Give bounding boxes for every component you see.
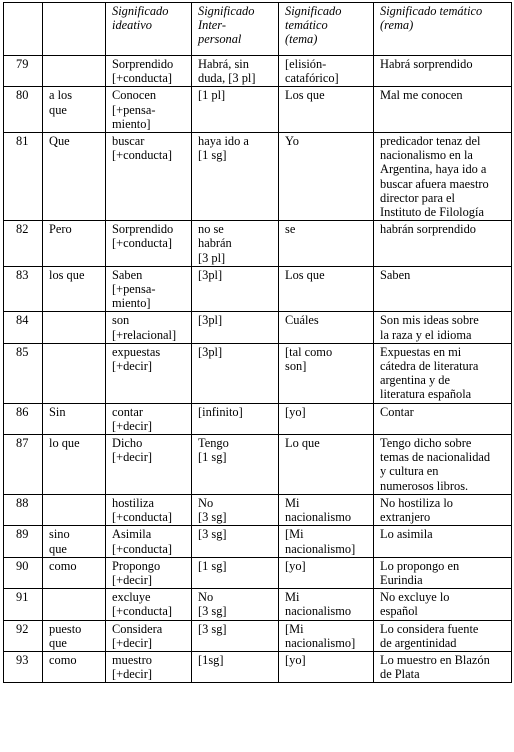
- cell-number: 93: [4, 651, 43, 682]
- cell-number: 81: [4, 133, 43, 221]
- table-row: [4, 557, 512, 588]
- cell-connector: a los que: [43, 87, 106, 133]
- header-rema: Significado temático (rema): [374, 3, 512, 56]
- cell-number: 85: [4, 343, 43, 403]
- cell-rema: Lo propongo en Eurindia: [374, 557, 512, 588]
- cell-tema: Los que: [279, 87, 374, 133]
- cell-tema: [elisión- catafórico]: [279, 56, 374, 87]
- cell-ideativo: Sorprendido [+conducta]: [106, 221, 192, 267]
- header-number: [4, 3, 43, 56]
- cell-tema: Mi nacionalismo: [279, 494, 374, 525]
- table-row: [4, 266, 512, 312]
- cell-interpersonal: [3 sg]: [192, 620, 279, 651]
- cell-ideativo: Conocen [+pensa- miento]: [106, 87, 192, 133]
- cell-rema: Tengo dicho sobre temas de nacionalidad y cultura en numerosos libros.: [374, 435, 512, 495]
- cell-number: 87: [4, 435, 43, 495]
- cell-ideativo: Saben [+pensa- miento]: [106, 266, 192, 312]
- table-row: [4, 651, 512, 682]
- cell-interpersonal: haya ido a [1 sg]: [192, 133, 279, 221]
- table-row: [4, 312, 512, 343]
- cell-connector: como: [43, 557, 106, 588]
- cell-connector: [43, 312, 106, 343]
- header-ideativo: Significado ideativo: [106, 3, 192, 56]
- cell-connector: Pero: [43, 221, 106, 267]
- cell-tema: Lo que: [279, 435, 374, 495]
- cell-rema: habrán sorprendido: [374, 221, 512, 267]
- cell-interpersonal: No [3 sg]: [192, 589, 279, 620]
- cell-number: 86: [4, 403, 43, 434]
- cell-number: 80: [4, 87, 43, 133]
- cell-rema: Son mis ideas sobre la raza y el idioma: [374, 312, 512, 343]
- table-row: [4, 526, 512, 557]
- cell-rema: Contar: [374, 403, 512, 434]
- header-tema: Significado temático (tema): [279, 3, 374, 56]
- table-row: [4, 589, 512, 620]
- cell-rema: Expuestas en mi cátedra de literatura argentina y de literatura española: [374, 343, 512, 403]
- cell-interpersonal: [1 pl]: [192, 87, 279, 133]
- cell-interpersonal: [1 sg]: [192, 557, 279, 588]
- cell-connector: Sin: [43, 403, 106, 434]
- cell-number: 82: [4, 221, 43, 267]
- cell-connector: puesto que: [43, 620, 106, 651]
- cell-connector: lo que: [43, 435, 106, 495]
- table-row: [4, 133, 512, 221]
- cell-ideativo: Asimila [+conducta]: [106, 526, 192, 557]
- cell-tema: Los que: [279, 266, 374, 312]
- cell-connector: como: [43, 651, 106, 682]
- cell-tema: [Mi nacionalismo]: [279, 526, 374, 557]
- table-row: [4, 56, 512, 87]
- cell-interpersonal: [3 sg]: [192, 526, 279, 557]
- cell-interpersonal: Tengo [1 sg]: [192, 435, 279, 495]
- table-row: [4, 435, 512, 495]
- cell-connector: [43, 589, 106, 620]
- cell-ideativo: excluye [+conducta]: [106, 589, 192, 620]
- cell-ideativo: buscar [+conducta]: [106, 133, 192, 221]
- cell-tema: [tal como son]: [279, 343, 374, 403]
- header-interpersonal: Significado Inter- personal: [192, 3, 279, 56]
- cell-ideativo: hostiliza [+conducta]: [106, 494, 192, 525]
- cell-rema: Habrá sorprendido: [374, 56, 512, 87]
- cell-interpersonal: [3pl]: [192, 343, 279, 403]
- header-connector: [43, 3, 106, 56]
- cell-interpersonal: no se habrán [3 pl]: [192, 221, 279, 267]
- cell-tema: [Mi nacionalismo]: [279, 620, 374, 651]
- header-row: [4, 3, 512, 56]
- cell-ideativo: Dicho [+decir]: [106, 435, 192, 495]
- cell-rema: Lo muestro en Blazón de Plata: [374, 651, 512, 682]
- cell-interpersonal: Habrá, sin duda, [3 pl]: [192, 56, 279, 87]
- cell-interpersonal: [1sg]: [192, 651, 279, 682]
- cell-tema: se: [279, 221, 374, 267]
- table-row: [4, 494, 512, 525]
- cell-rema: Lo considera fuente de argentinidad: [374, 620, 512, 651]
- cell-rema: Lo asimila: [374, 526, 512, 557]
- cell-rema: Mal me conocen: [374, 87, 512, 133]
- cell-tema: [yo]: [279, 557, 374, 588]
- cell-rema: Saben: [374, 266, 512, 312]
- table-row: [4, 221, 512, 267]
- cell-ideativo: muestro [+decir]: [106, 651, 192, 682]
- table-row: [4, 403, 512, 434]
- cell-rema: No hostiliza lo extranjero: [374, 494, 512, 525]
- cell-ideativo: Considera [+decir]: [106, 620, 192, 651]
- cell-connector: [43, 494, 106, 525]
- cell-tema: [yo]: [279, 403, 374, 434]
- cell-number: 88: [4, 494, 43, 525]
- cell-connector: [43, 343, 106, 403]
- cell-number: 89: [4, 526, 43, 557]
- cell-tema: Mi nacionalismo: [279, 589, 374, 620]
- cell-number: 83: [4, 266, 43, 312]
- cell-tema: Yo: [279, 133, 374, 221]
- table-row: [4, 620, 512, 651]
- cell-rema: predicador tenaz del nacionalismo en la Argentina, haya ido a buscar afuera maestro director para el Instituto de Filología: [374, 133, 512, 221]
- analysis-table: [3, 2, 512, 683]
- cell-number: 84: [4, 312, 43, 343]
- cell-ideativo: Sorprendido [+conducta]: [106, 56, 192, 87]
- table-row: [4, 343, 512, 403]
- cell-interpersonal: [3pl]: [192, 266, 279, 312]
- cell-connector: sino que: [43, 526, 106, 557]
- cell-connector: Que: [43, 133, 106, 221]
- cell-interpersonal: [infinito]: [192, 403, 279, 434]
- cell-ideativo: contar [+decir]: [106, 403, 192, 434]
- cell-number: 79: [4, 56, 43, 87]
- cell-tema: [yo]: [279, 651, 374, 682]
- cell-ideativo: son [+relacional]: [106, 312, 192, 343]
- cell-number: 92: [4, 620, 43, 651]
- table-row: [4, 87, 512, 133]
- cell-interpersonal: [3pl]: [192, 312, 279, 343]
- cell-rema: No excluye lo español: [374, 589, 512, 620]
- cell-ideativo: Propongo [+decir]: [106, 557, 192, 588]
- cell-number: 90: [4, 557, 43, 588]
- cell-connector: [43, 56, 106, 87]
- cell-ideativo: expuestas [+decir]: [106, 343, 192, 403]
- cell-number: 91: [4, 589, 43, 620]
- cell-connector: los que: [43, 266, 106, 312]
- cell-interpersonal: No [3 sg]: [192, 494, 279, 525]
- cell-tema: Cuáles: [279, 312, 374, 343]
